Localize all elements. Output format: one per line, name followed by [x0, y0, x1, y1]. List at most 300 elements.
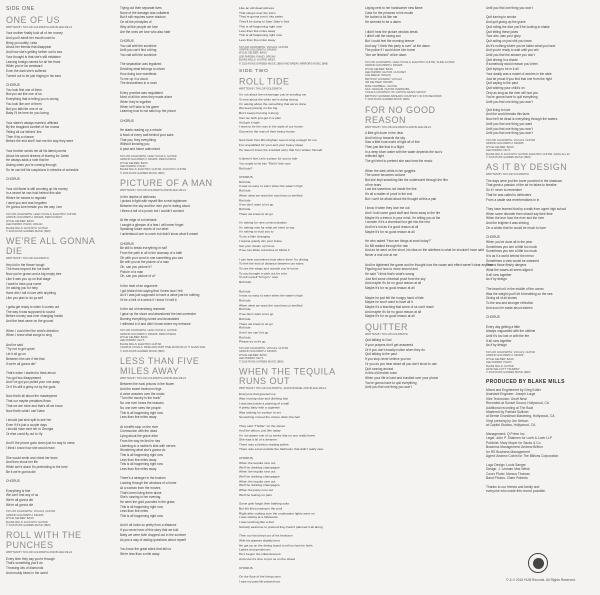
text-line: "Turn the money in the trunk": [120, 396, 162, 401]
text-line: Was looking for a place to set: [239, 410, 281, 415]
text-line: Quit living to love: [486, 107, 511, 112]
text-line: A pretty baby with a cigarette: [239, 405, 280, 410]
text-line: Quit trying to be in it all: [486, 67, 519, 72]
text-line: I can hear sometimes how when there I'm driving: [239, 257, 309, 262]
text-line: And the world breaks this facts: [486, 112, 530, 117]
text-line: You're gonna have to quit everything: [486, 95, 538, 100]
text-line: And muddy blues in the world: [6, 570, 48, 575]
text-line: I'd be a hell of a wreck if I knew I'd sell it: [120, 298, 177, 302]
text-line: When the true from the river and the river: [486, 216, 545, 221]
text-line: You ought to hit him "Roll it' tide now: [239, 161, 291, 166]
text-line: GRIFFIN GOLDSMITH: DRUMS: [239, 48, 277, 52]
text-line: Until you find one thing you won't: [486, 100, 533, 105]
lyrics: [486, 6, 594, 105]
text-line: From a castle sea reverberations in in: [486, 197, 540, 202]
text-line: If you stop never believe you too: [365, 357, 411, 362]
side-label: SIDE TWO: [239, 68, 269, 75]
song-title: ROLL WITH THE PUNCHES: [6, 530, 82, 551]
text-line: Speaking future words of our label: [120, 227, 169, 232]
text-line: Roll tide: [239, 307, 251, 312]
text-line: "Try not to get upset: [6, 347, 35, 352]
text-line: CHORUS: [6, 83, 20, 88]
text-line: © 2016 RUNS GARDEN MUSIC (BMI): [486, 371, 531, 375]
text-line: WYLIE GELBER: BASS: [365, 67, 393, 71]
text-line: To you brought a wish out for a fur: [239, 271, 288, 276]
text-line: Telling all our fathers' lies: [6, 130, 42, 135]
text-line: With his glasses slightly bent: [239, 538, 280, 543]
text-line: I'm asking to trust you to: [239, 230, 274, 234]
text-line: Legal: John P. Shaheen for Loeb & Loeb LLP: [486, 436, 552, 441]
text-line: He sees the gold pounded in the grass: [120, 499, 175, 504]
text-line: To do a little changing: [239, 234, 270, 239]
text-line: To tell myself "bring in" now: [239, 275, 278, 280]
text-line: I wonder if it's a chemical four get into the rest: [365, 220, 430, 225]
song-credit: WRITTEN BY TAYLOR GOLDSMITH: [239, 87, 282, 91]
text-line: I'm asking for new communication: [239, 220, 287, 225]
text-line: Every day getting a little: [486, 324, 520, 329]
text-line: At a traffic stop on the river: [120, 424, 159, 429]
text-line: I'm asking you for help: [6, 286, 38, 291]
text-line: Quit acting on just shit you know: [486, 38, 532, 43]
text-line: Something moved the voices down the hall: [239, 415, 300, 419]
text-line: In this old broken town: [365, 371, 397, 376]
text-line: for RS Business Management: [486, 449, 530, 454]
text-line: In a secret he can hold behind this skin: [6, 191, 62, 196]
text-line: CHORUS: [486, 235, 500, 240]
text-line: Trying out their separate lives: [120, 6, 162, 10]
text-line: Until you find one thing you won't: [486, 131, 533, 136]
text-line: Bring you subtly I also: [6, 40, 38, 45]
text-line: To see the wings and outside you're home: [239, 266, 299, 271]
text-line: CHORUS: [486, 315, 500, 320]
text-line: In the depths of darkness: [120, 194, 156, 199]
text-line: I'm not aware one of us seeks that no one really knew: [239, 433, 315, 438]
text-line: That great a passion of the air he takes to breathe: [486, 183, 557, 188]
text-line: Quit driving in a shade: [486, 57, 518, 62]
text-line: Leaving foreign names for all her fears: [6, 59, 61, 64]
text-line: I'm not about the messenger you're sending me: [239, 92, 307, 97]
text-line: And if we can't let go: [239, 330, 269, 335]
text-line: © 2016 RUNS GARDEN MUSIC (BMI): [486, 156, 531, 160]
text-line: She's running in her evening: [120, 495, 161, 500]
text-line: Maybe he won't want to have all it: [365, 300, 413, 305]
text-line: He got up on the dining board to tell us how he feels: [239, 543, 313, 547]
text-line: Just be proud if you find that one from the right: [486, 76, 552, 81]
text-line: Quit talking to God: [365, 338, 392, 343]
text-line: You got two disappeared: [6, 375, 41, 380]
text-line: While you're far westward: [6, 64, 43, 69]
text-line: If somebody would reason you'd feel: [486, 62, 538, 67]
text-line: This is all happening right now: [120, 410, 163, 415]
text-line: On a winter that he would be much to bore: [486, 225, 547, 230]
text-line: There was a few outside the bathroom that didn't really care: [239, 447, 324, 451]
text-line: GRIFFIN GOLDSMITH: DRUMS: [486, 354, 524, 358]
text-line: And then shout her life: [6, 460, 38, 465]
song-credit: WRITTEN BY TAYLOR GOLDSMITH AND BLAKE MILLS: [120, 377, 187, 381]
song-block: [120, 6, 228, 175]
text-line: But she kept searching like the underworld through the film: [365, 177, 448, 182]
text-line: Are the ones we love who also hate: [120, 29, 171, 34]
text-line: LEE PARDINI: PIANO: [486, 361, 512, 365]
text-line: Band Photos: Claire Roberts: [486, 476, 528, 480]
song-block: [365, 6, 473, 102]
lyrics: [239, 93, 347, 344]
song-credit: WRITTEN BY TAYLOR GOLDSMITH: [486, 173, 529, 177]
text-line: CHORUS: [120, 118, 134, 123]
text-line: And say "I think this party is over" at the dawn: [365, 43, 430, 48]
text-line: But you talk like one of us: [6, 106, 43, 111]
text-line: Get your dream up home: [239, 243, 275, 248]
produced-by-heading: PRODUCED BY BLAKE MILLS: [486, 378, 565, 385]
text-line: That he was called to defenders: [486, 192, 532, 197]
text-line: Why all the people we love: [120, 24, 158, 29]
text-line: About her friends that disappear: [6, 45, 52, 50]
text-line: The fears beyond the hot trade: [6, 267, 50, 272]
text-line: I threw a tall of a punch but I couldn't connect: [120, 208, 184, 213]
text-line: LEE PARDINI: KEYS: [239, 357, 264, 361]
text-line: I know it when they love me out: [365, 206, 410, 211]
text-line: GRIFFIN GOLDSMITH: DRUMS: [239, 350, 277, 354]
text-line: In the act of exercising research: [120, 307, 166, 312]
text-line: That's something you'll do: [6, 561, 43, 566]
text-line: When the tequila runs out: [239, 479, 276, 483]
text-line: Oh, can you picture it?: [120, 265, 152, 270]
text-line: WYLIE GELBER: BASS: [120, 336, 148, 340]
song-block: [6, 236, 114, 527]
song-credit: WRITTEN BY TAYLOR GOLDSMITH AND BLAKE MILLS: [120, 189, 187, 193]
text-line: That you, they everything: [120, 137, 156, 142]
lyrics: [120, 6, 228, 152]
text-line: Cover Photo: Marcus Thomas: [486, 471, 530, 476]
text-line: From the way he lied he has: [120, 438, 161, 443]
song-block: [6, 15, 114, 233]
text-line: BRITTANY HOWARD APPEARS COURTESY OF ATO RECORDS: [365, 94, 442, 98]
text-line: Now that's what I can't take: [6, 408, 45, 413]
song-block: [486, 6, 594, 105]
text-line: He's begun the initial descent: [239, 552, 281, 557]
text-line: What the waves all seem aligned: [486, 268, 533, 273]
text-line: Maybe it's a teaching that some of us can't reach: [365, 304, 434, 309]
text-line: Before money was ever changing hands: [6, 314, 63, 319]
text-line: This is all happening right now: [120, 452, 163, 457]
text-line: But you act like one of us: [6, 92, 42, 97]
text-line: I got tricked into saying that I knew how I felt: [120, 288, 183, 293]
text-line: I think I know how she would react: [6, 446, 55, 451]
text-line: WYLIE GELBER: BASS: [486, 145, 514, 149]
text-line: This is all happening right now: [239, 24, 282, 29]
text-line: She would smile and cheat her tears: [6, 455, 58, 460]
text-line: And the brighter it was shining: [486, 221, 529, 226]
text-line: of her tears: [365, 182, 382, 187]
text-line: LEE PARDINI: KEYS: [486, 149, 511, 153]
text-line: Or you do you hear about all you don't know to use: [365, 361, 437, 366]
text-line: In the heat of an argument: [120, 283, 158, 288]
text-line: The heart isn't in the middle of the ocean: [486, 286, 544, 291]
text-line: And the album, just like today: [239, 428, 281, 433]
text-line: When what we want the most has us terrified: [239, 303, 303, 308]
personnel: [239, 347, 347, 364]
song-title: QUITTER: [365, 322, 408, 333]
text-line: He looked a lot like me: [365, 15, 398, 20]
text-line: To the sea and stronger reflection: [486, 301, 534, 305]
personnel: [486, 351, 594, 375]
text-line: Less than five miles away: [120, 467, 157, 472]
song-credit: WRITTEN BY TAYLOR GOLDSMITH: [365, 333, 408, 337]
text-line: everyone who made this record possible.: [486, 489, 546, 494]
text-line: And how she's getting further out to sea: [6, 50, 63, 55]
text-line: Everyone that greeted me: [239, 392, 276, 397]
text-line: Baby we were both dropped out in the summer: [120, 532, 187, 537]
text-line: Even if it's just a couple days: [6, 422, 47, 427]
text-line: The decorations in a room: [120, 81, 158, 86]
text-line: BLAKE MILLS: ELECTRIC GUITAR: [120, 342, 162, 346]
song-block: [120, 356, 228, 556]
text-line: TAYLOR GOLDSMITH: VOCALS, GUITAR: [6, 510, 56, 514]
text-line: CHORUS VOCALS: INDIE AND PART TIME MUSIC/PLAY IT AGAIN SAM: [120, 346, 206, 350]
song-block: [120, 178, 228, 353]
lyrics: [6, 557, 114, 576]
text-line: Your thought is that she's still mistaken: [6, 54, 61, 59]
text-line: Before the end she'll hurt me the way they were: [6, 139, 74, 144]
text-line: I gotta get ready to when it comes out: [6, 305, 60, 310]
text-line: I'm gonna love beside you the way I am: [6, 205, 62, 210]
song-block: [365, 322, 473, 390]
text-line: You look first one of them: [6, 87, 42, 92]
text-line: There's a stranger in the bushes: [120, 476, 166, 481]
text-line: Sometimes a view would be smeared: [486, 258, 539, 263]
text-line: Roll tide: [239, 198, 251, 202]
text-line: But it still requires some wisdom: [120, 15, 166, 20]
song-block: [239, 68, 347, 363]
text-line: BLAKE MILLS: ELECTRIC GUITAR, ACOUSTIC GUITAR: [120, 168, 187, 172]
text-line: That we are mine and that's all we know: [6, 403, 63, 408]
text-line: WYLIE GELBER: BASS: [120, 161, 148, 165]
text-line: CHORUS: [120, 241, 134, 246]
text-line: There was a fashion reading jeebie: [239, 442, 289, 447]
text-line: Now back from Birmingham seems long enough for me: [239, 138, 317, 143]
text-line: As if by design: [486, 277, 507, 282]
text-line: Roll tide: [239, 335, 251, 340]
text-line: © 2016 RUNS GARDEN MUSIC (BMI): [239, 360, 284, 364]
lyrics: [239, 6, 347, 43]
text-line: When you've done all in the year: [486, 239, 533, 244]
text-line: They'll be doing to Starr Starr's Sea: [239, 19, 290, 24]
text-line: I'm asking now for what we have to say: [239, 225, 295, 230]
text-line: Agent: Andrew Colvin for The Billions Corporation: [486, 453, 559, 458]
text-line: When your life is hard and bundled over your phone: [365, 375, 439, 380]
text-line: Please try to let go: [239, 339, 266, 344]
copyright-notice: © & ℗ 2016 HUB Records. All Rights Reserved.: [506, 578, 576, 582]
text-line: The scene becomes undone: [365, 173, 406, 178]
text-line: The separation was legalized: [120, 62, 162, 67]
text-line: You call with the sunshine: [120, 53, 157, 58]
text-line: Maybe it's for no good reason at all: [365, 286, 415, 291]
text-line: Every promise was negotiated: [120, 90, 163, 95]
text-line: We're all gonna die: [6, 497, 34, 502]
text-line: He doesn't know the troubled story that he's written himself: [239, 147, 323, 152]
text-line: Maybe it's for no good reason at all: [365, 314, 415, 319]
text-line: Always unguarded with the oldtime: [486, 329, 536, 334]
text-line: CHORUS: [6, 479, 20, 484]
text-line: When I knew what songs to sing: [6, 333, 52, 338]
text-line: LEE PARDINI: GUITAR, CLAVINET: [365, 70, 406, 74]
text-line: Vibe Technician: Geoff Neal: [486, 396, 527, 401]
text-line: If you never hear of this story that we told: [120, 528, 179, 533]
text-line: at Bernie Grundman Mastering, Hollywood, CA: [486, 414, 555, 419]
text-line: Saw a little boat world of light all of five: [365, 140, 420, 145]
text-line: They're gonna turn it into parks: [239, 15, 283, 20]
text-line: This is all happening right now: [120, 504, 163, 509]
text-line: When what we want the most has us terrified: [239, 193, 303, 198]
text-line: CHORUS: [6, 177, 20, 182]
text-line: As if by design: [486, 343, 507, 348]
text-line: Business Management: Andrew Britton: [486, 445, 543, 450]
text-line: Quit rolling the dice you'll be looking to shake: [486, 24, 550, 29]
text-line: Roll tide!: [239, 280, 252, 285]
text-line: Until you can't find a thing: [120, 48, 157, 53]
text-line: BLAKE MILLS: ACOUSTIC GUITAR: [6, 226, 48, 230]
text-line: The police if I could drive him home: [365, 48, 416, 53]
text-line: When the dark orbits in her goggles: [365, 168, 416, 173]
text-line: You look like one of them: [6, 101, 42, 106]
text-line: No one ever hears the reasons: [120, 401, 164, 406]
text-line: GRIFFIN GOLDSMITH: DRUMS, PERCUSSION: [6, 216, 63, 220]
text-line: TAYLOR GOLDSMITH: VOCALS, GUITAR: [239, 347, 289, 351]
text-line: Turned out to be just ringing in his ears: [6, 73, 61, 78]
text-line: Design: J. Lesham Max Wenk: [486, 467, 530, 472]
text-line: Maybe it's for no good reason at all: [365, 229, 415, 234]
text-line: I was touching like a fool: [239, 520, 274, 525]
text-line: © 2016 RUNS GARDEN MUSIC (BMI): [120, 171, 165, 175]
personnel: [6, 510, 114, 527]
text-line: Your old flame is still counting up his money: [6, 186, 68, 191]
side-label: SIDE ONE: [6, 6, 35, 12]
text-line: It all runs together: [486, 272, 512, 277]
text-line: Management: Q Prime Inc.: [486, 431, 526, 436]
text-line: LEE PARDINI: KEYS: [120, 339, 145, 343]
text-line: Communion with the dead: [120, 429, 158, 434]
text-line: And now it's time to put us on the wheel: [239, 556, 296, 561]
text-line: Roll tide: [239, 316, 251, 321]
text-line: And maybe it's for no good reason at all: [365, 309, 422, 314]
text-line: Less than five miles away: [120, 457, 157, 462]
text-line: As if I was just supposed to have a value just for nothing: [120, 293, 200, 298]
text-line: And held up towards the sky: [365, 135, 406, 140]
text-line: Now that's all about the masterpiece: [6, 394, 58, 399]
song-block: [239, 6, 347, 65]
text-line: A book of every wall behind your sake: [120, 132, 174, 137]
text-line: WYLIE GELBER: BASS: [6, 219, 34, 223]
text-line: © 2016 RUNS GARDEN MUSIC (BMI): [365, 98, 410, 102]
text-line: When they're together: [120, 100, 152, 105]
text-line: WYLIE GELBER: BASS: [486, 357, 514, 361]
text-line: No one ever sees the people: [120, 405, 161, 410]
text-line: For unqualified for your and your heavy ideas: [239, 143, 303, 148]
text-line: Roll tide?: [239, 166, 253, 170]
text-line: In a deep bluer water with the water depends the sun's: [365, 149, 443, 154]
text-line: On the floor of the living room: [239, 575, 281, 579]
text-line: Until you find one thing you want: [486, 121, 533, 126]
song-title: ONE OF US: [6, 15, 61, 25]
text-line: GRIFFIN GOLDSMITH: DRUMS, PERCUSSION: [120, 332, 177, 336]
text-line: Be with you at the picture of a man: [120, 260, 170, 265]
text-line: Burning everything ruined and devastated: [120, 316, 180, 321]
song-credit: WRITTEN BY TAYLOR GOLDSMITH, JASON BOESEL AND BLAKE MILLS: [239, 387, 327, 391]
text-line: Recorded at Sunset Sound, Hollywood, CA: [486, 401, 550, 406]
text-line: And it all looks so pretty from a distance: [120, 523, 177, 528]
lyrics: [6, 31, 114, 210]
text-line: Let it all go on: [6, 352, 26, 357]
text-line: Publicist: Mary Moyer for Sacks & Co.: [486, 440, 542, 445]
text-line: I caught a glimpse of a fear I will never forget: [120, 222, 184, 227]
text-line: at Capitol Studios, Hollywood, CA: [486, 423, 536, 428]
production-credits: [486, 388, 594, 494]
text-line: That our maybe predators flows: [6, 399, 51, 404]
text-line: Deciding what belongs to whom: [120, 67, 166, 72]
song-block: [6, 530, 114, 575]
text-line: That's been living there alone: [120, 490, 162, 495]
text-line: TAYLOR GOLDSMITH: VOCALS, GUITAR: [486, 138, 536, 142]
text-line: And quit giving up the grave: [486, 20, 526, 25]
text-line: Roll tide: [239, 298, 251, 303]
text-line: I should just sink split to see her: [6, 417, 52, 422]
text-line: Case for the princess in his mouth: [365, 10, 414, 15]
text-line: Then our host kept out of his bedroom: [239, 533, 293, 538]
text-line: Wondering what she's gonna do: [120, 448, 166, 453]
text-line: If we don't want to let go: [239, 312, 274, 317]
text-line: None of the damage was collateral: [120, 10, 170, 15]
personnel: [6, 213, 114, 233]
text-line: Your aim, was your glory: [486, 34, 521, 39]
text-line: Figuring out how to move around and: [365, 267, 418, 272]
text-line: I saw my past life passed out: [239, 579, 280, 584]
song-credit: WRITTEN BY TAYLOR GOLDSMITH AND BLAKE MILLS: [365, 125, 432, 129]
column-1: [6, 6, 114, 578]
personnel: [365, 61, 473, 102]
text-line: Now you're grown and a big empty tree: [6, 272, 62, 277]
text-line: This is all happening right now: [120, 514, 163, 519]
text-line: VOCALS COURTESY OF CAPITOL MUSIC GROUP: [365, 91, 426, 95]
text-line: Between the rural prisons in the flower: [120, 382, 175, 387]
text-line: It is as if a world behind the mirror: [486, 253, 534, 258]
text-line: You call with the sunshine: [120, 43, 157, 48]
text-line: This is all happening right now: [120, 462, 163, 467]
text-line: When the party runs out: [239, 488, 274, 493]
text-line: WYLIE GELBER: BASS: [239, 52, 267, 56]
text-line: I picked a fight with myself like a real nightmare: [120, 199, 187, 204]
text-line: Picture of a man: [120, 269, 144, 274]
text-line: You're gonna have to quit everything: [365, 380, 417, 385]
song-block: [239, 367, 347, 585]
label-logo-icon: [528, 553, 548, 573]
personnel: [486, 139, 594, 159]
text-line: And the beat came on the ground: [6, 319, 54, 324]
personnel: [120, 155, 228, 175]
text-line: WYLIE GELBER: BASS: [239, 353, 267, 357]
text-line: Oh, can you picture of a?: [120, 274, 156, 279]
personnel: [120, 329, 228, 353]
text-line: And he said: [6, 342, 23, 347]
text-line: Just find some chemical proof from the sky: [365, 276, 426, 281]
text-line: Vinyl pressing by Jen Nelson: [486, 418, 529, 423]
song-title: AS IT BY DESIGN: [486, 162, 568, 173]
text-line: LEE PARDINI: PIANO: [120, 165, 146, 169]
text-line: Your sister's always married, afflicted: [6, 120, 59, 125]
text-line: Your mother finally took all of her money: [6, 31, 63, 36]
text-line: Until you find one thing you won't: [365, 385, 412, 390]
text-line: We're all gonna die: [6, 502, 34, 507]
text-line: JOE REECE: ORGAN: [365, 74, 391, 78]
